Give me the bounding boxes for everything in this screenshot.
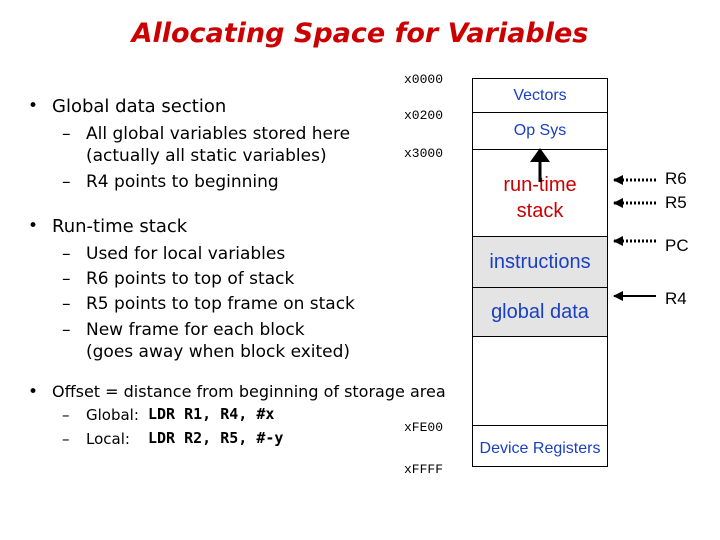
global-heading: Global data section <box>52 96 227 117</box>
global-item-3: R4 points to beginning <box>86 172 279 192</box>
offset-heading: Offset = distance from beginning of storage area <box>52 382 446 401</box>
offset-local-label: Local: <box>86 430 130 448</box>
address-xffff: xFFFF <box>404 462 444 477</box>
bullet-dot: • <box>28 96 39 116</box>
stack-growth-arrowhead <box>530 148 550 162</box>
r4-label: R4 <box>665 289 687 308</box>
stack-label-line2: stack <box>516 200 564 222</box>
bullet-dot: • <box>28 216 39 236</box>
stack-heading: Run-time stack <box>52 216 188 237</box>
global-item-2: (actually all static variables) <box>86 146 327 166</box>
memory-opsys-label: Op Sys <box>513 122 567 139</box>
memory-instructions-label: instructions <box>489 250 591 273</box>
pc-label: PC <box>665 236 689 255</box>
stack-item-2: R6 points to top of stack <box>86 269 295 289</box>
bullet-dot: • <box>28 382 39 402</box>
memory-vectors-label: Vectors <box>513 86 567 104</box>
dash: – <box>62 269 71 289</box>
dash: – <box>62 406 70 424</box>
stack-item-4: New frame for each block <box>86 320 305 340</box>
dash: – <box>62 430 70 448</box>
stack-label-line1: run-time <box>503 174 577 196</box>
dash: – <box>62 244 71 264</box>
address-x0200: x0200 <box>404 108 444 123</box>
dash: – <box>62 294 71 314</box>
address-x3000: x3000 <box>404 146 444 161</box>
address-xfe00: xFE00 <box>404 420 444 435</box>
dash: – <box>62 172 71 192</box>
offset-global-code: LDR R1, R4, #x <box>148 405 275 423</box>
memory-device-registers-label: Device Registers <box>479 440 601 457</box>
dash: – <box>62 320 71 340</box>
offset-global-label: Global: <box>86 406 139 424</box>
stack-item-5: (goes away when block exited) <box>86 342 351 362</box>
r5-label: R5 <box>665 193 687 212</box>
stack-item-1: Used for local variables <box>86 244 286 264</box>
address-x0000: x0000 <box>404 72 444 87</box>
dash: – <box>62 124 71 144</box>
stack-item-3: R5 points to top frame on stack <box>86 294 355 314</box>
r6-label: R6 <box>665 169 687 188</box>
slide-title: Allocating Space for Variables <box>131 18 589 49</box>
offset-local-code: LDR R2, R5, #-y <box>148 429 284 447</box>
global-item-1: All global variables stored here <box>86 124 351 144</box>
memory-global-data-label: global data <box>491 300 589 323</box>
